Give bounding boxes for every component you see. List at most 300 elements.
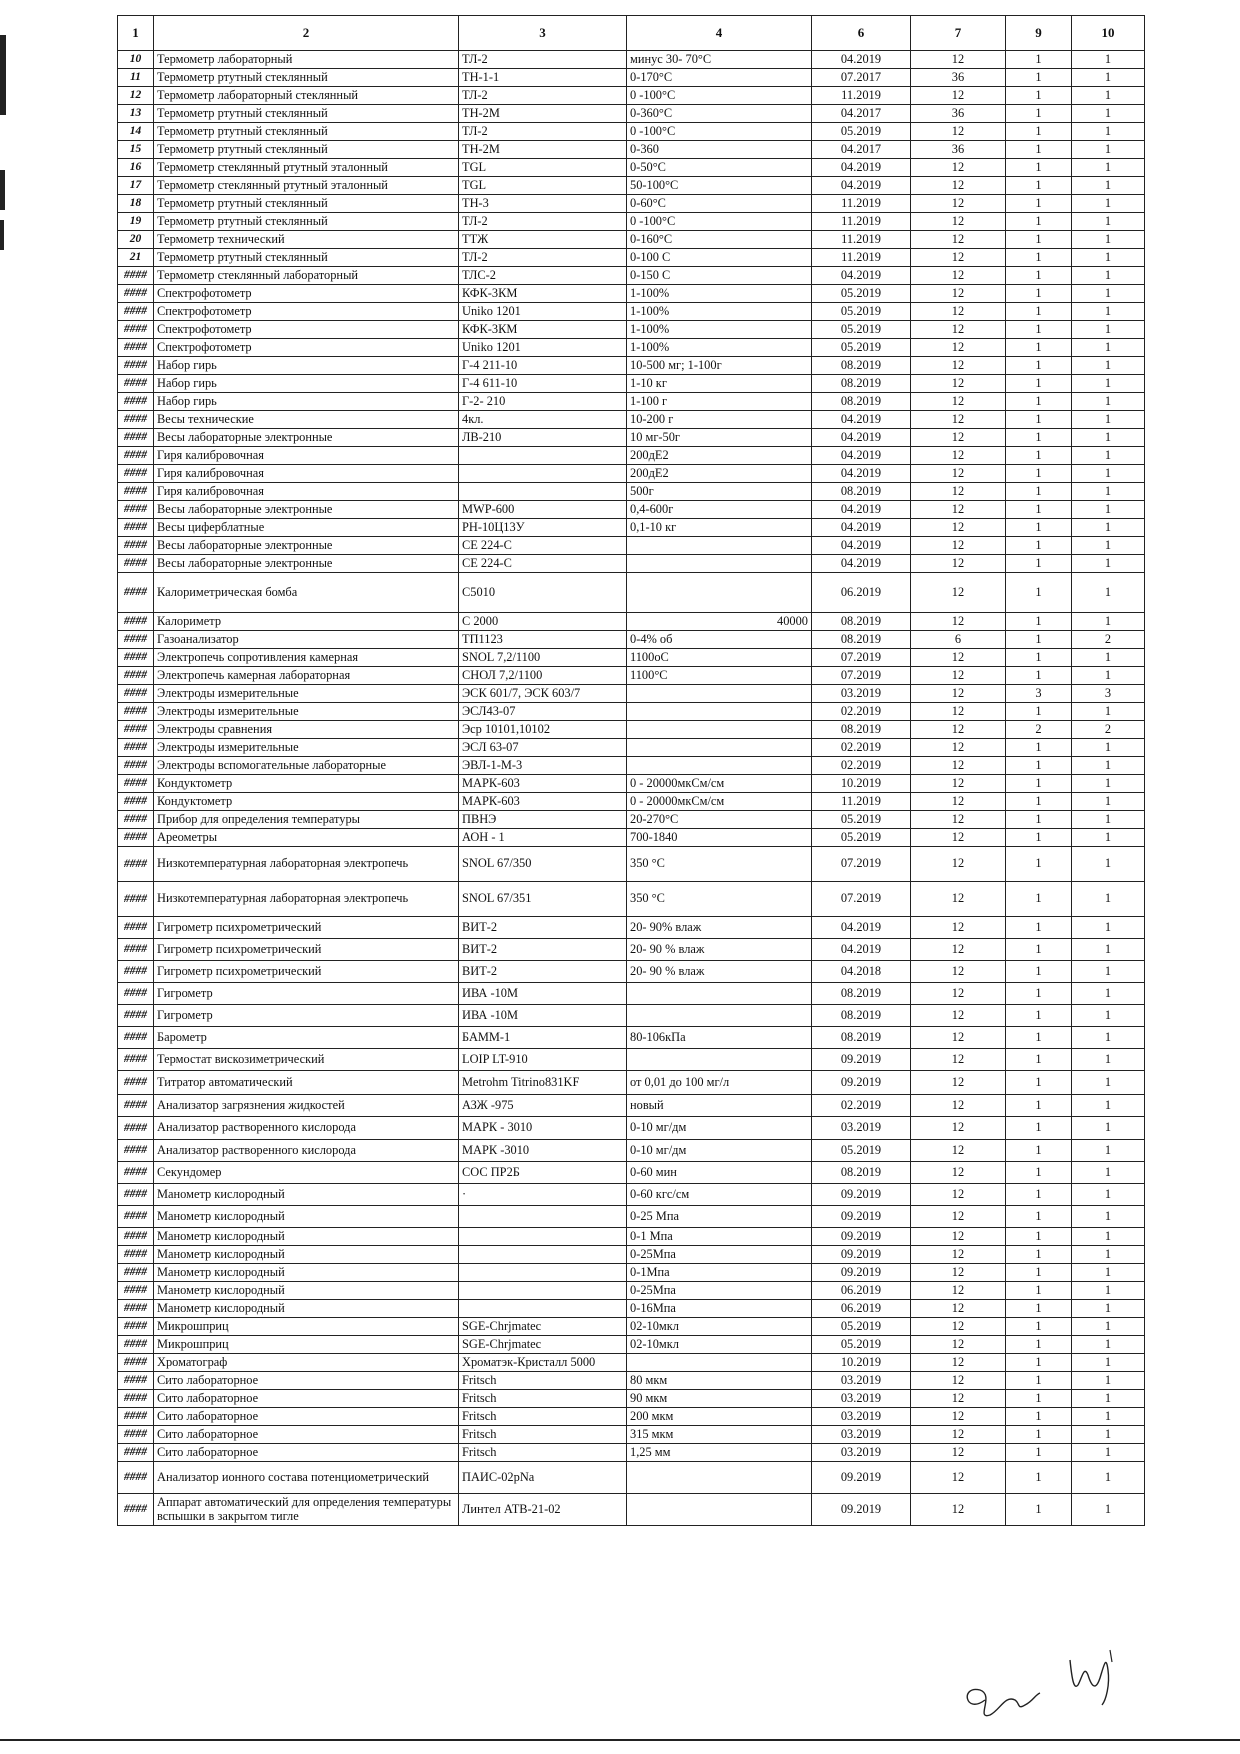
equipment-name: Манометр кислородный <box>154 1206 459 1228</box>
equipment-type: ИВА -10М <box>459 983 627 1005</box>
equipment-name: Термостат вискозиметрический <box>154 1049 459 1071</box>
equipment-type: Uniko 1201 <box>459 303 627 321</box>
interval-months: 12 <box>911 1228 1006 1246</box>
column-10-value: 1 <box>1072 882 1145 917</box>
column-10-value: 2 <box>1072 721 1145 739</box>
measurement-range: 1,25 мм <box>627 1444 812 1462</box>
column-10-value: 1 <box>1072 1206 1145 1228</box>
interval-months: 12 <box>911 1095 1006 1117</box>
table-row <box>118 321 1145 339</box>
verification-date: 03.2019 <box>812 685 911 703</box>
equipment-type: Хроматэк-Кристалл 5000 <box>459 1354 627 1372</box>
column-9-value: 1 <box>1006 303 1072 321</box>
equipment-name: Гигрометр <box>154 983 459 1005</box>
row-number: #### <box>118 1390 154 1408</box>
table-row <box>118 1049 1145 1071</box>
table-row <box>118 917 1145 939</box>
column-10-value: 1 <box>1072 1049 1145 1071</box>
interval-months: 12 <box>911 829 1006 847</box>
equipment-name: Низкотемпературная лабораторная электропечь <box>154 882 459 917</box>
interval-months: 12 <box>911 573 1006 613</box>
measurement-range <box>627 1462 812 1494</box>
table-row <box>118 285 1145 303</box>
verification-date: 04.2019 <box>812 917 911 939</box>
column-9-value: 1 <box>1006 555 1072 573</box>
column-9-value: 1 <box>1006 1246 1072 1264</box>
verification-date: 05.2019 <box>812 321 911 339</box>
column-9-value: 1 <box>1006 1184 1072 1206</box>
measurement-range: 50-100°С <box>627 177 812 195</box>
equipment-name: Манометр кислородный <box>154 1184 459 1206</box>
interval-months: 12 <box>911 917 1006 939</box>
row-number: #### <box>118 537 154 555</box>
verification-date: 02.2019 <box>812 1095 911 1117</box>
measurement-range: 0,1-10 кг <box>627 519 812 537</box>
measurement-range: 0 - 20000мкСм/см <box>627 793 812 811</box>
table-row <box>118 649 1145 667</box>
equipment-type: Г-2- 210 <box>459 393 627 411</box>
column-9-value: 1 <box>1006 739 1072 757</box>
measurement-range: 0-150 С <box>627 267 812 285</box>
equipment-name: Микрошприц <box>154 1336 459 1354</box>
column-10-value: 1 <box>1072 1005 1145 1027</box>
verification-date: 09.2019 <box>812 1184 911 1206</box>
table-row <box>118 1005 1145 1027</box>
row-number: #### <box>118 1354 154 1372</box>
column-10-value: 1 <box>1072 775 1145 793</box>
equipment-type: ЭСЛ 63-07 <box>459 739 627 757</box>
column-9-value: 1 <box>1006 1228 1072 1246</box>
verification-date: 04.2019 <box>812 177 911 195</box>
equipment-type: ВИТ-2 <box>459 961 627 983</box>
equipment-type <box>459 1246 627 1264</box>
column-10-value: 1 <box>1072 231 1145 249</box>
interval-months: 12 <box>911 411 1006 429</box>
column-10-value: 1 <box>1072 983 1145 1005</box>
row-number: #### <box>118 1408 154 1426</box>
interval-months: 12 <box>911 1372 1006 1390</box>
interval-months: 6 <box>911 631 1006 649</box>
column-9-value: 1 <box>1006 1162 1072 1184</box>
equipment-name: Манометр кислородный <box>154 1300 459 1318</box>
row-number: 17 <box>118 177 154 195</box>
equipment-type: КФК-3КМ <box>459 285 627 303</box>
row-number: #### <box>118 1246 154 1264</box>
verification-date: 05.2019 <box>812 811 911 829</box>
measurement-range: 40000 <box>627 613 812 631</box>
equipment-name: Газоанализатор <box>154 631 459 649</box>
column-9-value: 1 <box>1006 1444 1072 1462</box>
table-row <box>118 1494 1145 1526</box>
equipment-type <box>459 1228 627 1246</box>
column-10-value: 1 <box>1072 429 1145 447</box>
column-9-value: 1 <box>1006 393 1072 411</box>
column-9-value: 1 <box>1006 939 1072 961</box>
column-10-value: 1 <box>1072 177 1145 195</box>
column-9-value: 1 <box>1006 793 1072 811</box>
measurement-range: 200дЕ2 <box>627 447 812 465</box>
measurement-range: 0-360 <box>627 141 812 159</box>
row-number: 15 <box>118 141 154 159</box>
verification-date: 05.2019 <box>812 1318 911 1336</box>
interval-months: 12 <box>911 739 1006 757</box>
equipment-type: ТЛ-2 <box>459 123 627 141</box>
equipment-name: Анализатор растворенного кислорода <box>154 1117 459 1140</box>
verification-date: 03.2019 <box>812 1426 911 1444</box>
column-10-value: 1 <box>1072 501 1145 519</box>
verification-date: 04.2019 <box>812 267 911 285</box>
equipment-type: SNOL 7,2/1100 <box>459 649 627 667</box>
column-9-value: 1 <box>1006 213 1072 231</box>
table-row <box>118 483 1145 501</box>
equipment-name: Электроды сравнения <box>154 721 459 739</box>
verification-date: 03.2019 <box>812 1408 911 1426</box>
row-number: #### <box>118 1318 154 1336</box>
equipment-type: ТТЖ <box>459 231 627 249</box>
interval-months: 12 <box>911 961 1006 983</box>
equipment-name: Термометр лабораторный стеклянный <box>154 87 459 105</box>
measurement-range: 20- 90 % влаж <box>627 961 812 983</box>
verification-date: 07.2019 <box>812 649 911 667</box>
row-number: #### <box>118 519 154 537</box>
measurement-range: 1-100% <box>627 321 812 339</box>
scan-edge-mark <box>0 220 4 250</box>
verification-date: 11.2019 <box>812 231 911 249</box>
measurement-range <box>627 721 812 739</box>
column-9-value: 1 <box>1006 649 1072 667</box>
equipment-type: ТЛ-2 <box>459 249 627 267</box>
column-10-value: 1 <box>1072 555 1145 573</box>
interval-months: 12 <box>911 87 1006 105</box>
verification-date: 02.2019 <box>812 757 911 775</box>
equipment-name: Сито лабораторное <box>154 1390 459 1408</box>
equipment-name: Сито лабораторное <box>154 1372 459 1390</box>
table-row <box>118 411 1145 429</box>
equipment-name: Набор гирь <box>154 375 459 393</box>
verification-date: 05.2019 <box>812 303 911 321</box>
equipment-name: Весы лабораторные электронные <box>154 555 459 573</box>
verification-date: 07.2019 <box>812 882 911 917</box>
measurement-range: 1-100% <box>627 303 812 321</box>
column-10-value: 1 <box>1072 1462 1145 1494</box>
measurement-range: 0 -100°С <box>627 123 812 141</box>
equipment-name: Калориметрическая бомба <box>154 573 459 613</box>
column-9-value: 1 <box>1006 375 1072 393</box>
equipment-name: Секундомер <box>154 1162 459 1184</box>
measurement-range: 90 мкм <box>627 1390 812 1408</box>
equipment-type: С 2000 <box>459 613 627 631</box>
equipment-name: Спектрофотометр <box>154 303 459 321</box>
equipment-name: Аппарат автоматический для определения температуры вспышки в закрытом тигле <box>154 1494 459 1526</box>
verification-date: 05.2019 <box>812 123 911 141</box>
equipment-type: МАРК-603 <box>459 775 627 793</box>
column-10-value: 1 <box>1072 303 1145 321</box>
interval-months: 12 <box>911 285 1006 303</box>
verification-date: 09.2019 <box>812 1494 911 1526</box>
equipment-name: Ареометры <box>154 829 459 847</box>
verification-date: 08.2019 <box>812 631 911 649</box>
column-header: 3 <box>459 16 627 51</box>
row-number: #### <box>118 631 154 649</box>
row-number: #### <box>118 339 154 357</box>
interval-months: 12 <box>911 1444 1006 1462</box>
column-10-value: 1 <box>1072 1140 1145 1162</box>
column-9-value: 1 <box>1006 465 1072 483</box>
interval-months: 12 <box>911 775 1006 793</box>
equipment-type: СНОЛ 7,2/1100 <box>459 667 627 685</box>
row-number: #### <box>118 357 154 375</box>
column-9-value: 1 <box>1006 105 1072 123</box>
table-row <box>118 685 1145 703</box>
equipment-type: MWP-600 <box>459 501 627 519</box>
table-row <box>118 267 1145 285</box>
measurement-range <box>627 1049 812 1071</box>
column-9-value: 1 <box>1006 123 1072 141</box>
measurement-range: 0-25 Мпа <box>627 1206 812 1228</box>
column-9-value: 1 <box>1006 267 1072 285</box>
column-9-value: 1 <box>1006 231 1072 249</box>
verification-date: 07.2019 <box>812 847 911 882</box>
equipment-name: Титратор автоматический <box>154 1071 459 1095</box>
measurement-range: 0 - 20000мкСм/см <box>627 775 812 793</box>
equipment-name: Анализатор загрязнения жидкостей <box>154 1095 459 1117</box>
equipment-table <box>117 15 1145 1526</box>
equipment-type: ВИТ-2 <box>459 917 627 939</box>
equipment-type: РН-10Ц13У <box>459 519 627 537</box>
measurement-range: 1-10 кг <box>627 375 812 393</box>
verification-date: 11.2019 <box>812 87 911 105</box>
column-9-value: 1 <box>1006 1049 1072 1071</box>
measurement-range: 80 мкм <box>627 1372 812 1390</box>
interval-months: 12 <box>911 231 1006 249</box>
measurement-range <box>627 703 812 721</box>
table-row <box>118 501 1145 519</box>
column-9-value: 1 <box>1006 195 1072 213</box>
row-number: #### <box>118 285 154 303</box>
table-row <box>118 1300 1145 1318</box>
measurement-range <box>627 555 812 573</box>
row-number: #### <box>118 793 154 811</box>
interval-months: 12 <box>911 649 1006 667</box>
measurement-range: 0 -100°С <box>627 87 812 105</box>
interval-months: 12 <box>911 1206 1006 1228</box>
verification-date: 09.2019 <box>812 1206 911 1228</box>
verification-date: 04.2019 <box>812 465 911 483</box>
table-row <box>118 882 1145 917</box>
column-10-value: 1 <box>1072 1390 1145 1408</box>
equipment-name: Гиря калибровочная <box>154 483 459 501</box>
equipment-type: ТЛ-2 <box>459 213 627 231</box>
equipment-name: Электроды вспомогательные лабораторные <box>154 757 459 775</box>
interval-months: 12 <box>911 685 1006 703</box>
equipment-type: СОС ПР2Б <box>459 1162 627 1184</box>
measurement-range: 315 мкм <box>627 1426 812 1444</box>
column-9-value: 1 <box>1006 882 1072 917</box>
verification-date: 06.2019 <box>812 1282 911 1300</box>
table-header-row <box>118 16 1145 51</box>
table-row <box>118 739 1145 757</box>
interval-months: 12 <box>911 321 1006 339</box>
interval-months: 12 <box>911 1117 1006 1140</box>
column-10-value: 1 <box>1072 793 1145 811</box>
column-9-value: 1 <box>1006 411 1072 429</box>
measurement-range: 02-10мкл <box>627 1318 812 1336</box>
column-10-value: 1 <box>1072 321 1145 339</box>
table-row <box>118 159 1145 177</box>
interval-months: 12 <box>911 213 1006 231</box>
column-10-value: 1 <box>1072 411 1145 429</box>
equipment-type: CE 224-C <box>459 555 627 573</box>
verification-date: 08.2019 <box>812 1005 911 1027</box>
equipment-type <box>459 465 627 483</box>
table-row <box>118 465 1145 483</box>
table-row <box>118 847 1145 882</box>
row-number: #### <box>118 983 154 1005</box>
column-9-value: 2 <box>1006 721 1072 739</box>
row-number: #### <box>118 501 154 519</box>
measurement-range: 0 -100°С <box>627 213 812 231</box>
table-row <box>118 1336 1145 1354</box>
table-row <box>118 811 1145 829</box>
equipment-type: МАРК -3010 <box>459 1140 627 1162</box>
table-row <box>118 555 1145 573</box>
equipment-type: ТП1123 <box>459 631 627 649</box>
measurement-range <box>627 1494 812 1526</box>
equipment-type: Г-4 211-10 <box>459 357 627 375</box>
row-number: #### <box>118 939 154 961</box>
verification-date: 05.2019 <box>812 829 911 847</box>
row-number: #### <box>118 1300 154 1318</box>
column-10-value: 1 <box>1072 917 1145 939</box>
equipment-type: Fritsch <box>459 1408 627 1426</box>
row-number: #### <box>118 829 154 847</box>
equipment-type: ТН-2М <box>459 141 627 159</box>
interval-months: 12 <box>911 1354 1006 1372</box>
equipment-name: Анализатор ионного состава потенциометрический <box>154 1462 459 1494</box>
verification-date: 03.2019 <box>812 1390 911 1408</box>
table-row <box>118 519 1145 537</box>
column-10-value: 1 <box>1072 357 1145 375</box>
column-10-value: 1 <box>1072 1444 1145 1462</box>
column-9-value: 1 <box>1006 87 1072 105</box>
row-number: #### <box>118 1336 154 1354</box>
column-9-value: 1 <box>1006 483 1072 501</box>
row-number: #### <box>118 1027 154 1049</box>
verification-date: 09.2019 <box>812 1049 911 1071</box>
interval-months: 12 <box>911 429 1006 447</box>
measurement-range: 500г <box>627 483 812 501</box>
equipment-type: ЭСЛ43-07 <box>459 703 627 721</box>
equipment-type: Uniko 1201 <box>459 339 627 357</box>
interval-months: 12 <box>911 1300 1006 1318</box>
column-10-value: 2 <box>1072 631 1145 649</box>
measurement-range <box>627 757 812 775</box>
column-10-value: 1 <box>1072 1318 1145 1336</box>
column-9-value: 1 <box>1006 1426 1072 1444</box>
equipment-name: Термометр стеклянный лабораторный <box>154 267 459 285</box>
measurement-range: 0-16Мпа <box>627 1300 812 1318</box>
equipment-type <box>459 1264 627 1282</box>
equipment-name: Прибор для определения температуры <box>154 811 459 829</box>
table-row <box>118 1264 1145 1282</box>
column-10-value: 1 <box>1072 1426 1145 1444</box>
measurement-range: 0-25Мпа <box>627 1282 812 1300</box>
interval-months: 12 <box>911 177 1006 195</box>
column-9-value: 1 <box>1006 1408 1072 1426</box>
equipment-name: Сито лабораторное <box>154 1426 459 1444</box>
equipment-type: Fritsch <box>459 1390 627 1408</box>
verification-date: 08.2019 <box>812 1162 911 1184</box>
interval-months: 12 <box>911 195 1006 213</box>
measurement-range: 0-160°С <box>627 231 812 249</box>
table-row <box>118 939 1145 961</box>
row-number: 19 <box>118 213 154 231</box>
equipment-name: Гиря калибровочная <box>154 447 459 465</box>
column-9-value: 1 <box>1006 917 1072 939</box>
table-row <box>118 613 1145 631</box>
column-9-value: 1 <box>1006 667 1072 685</box>
row-number: #### <box>118 775 154 793</box>
column-10-value: 1 <box>1072 87 1145 105</box>
measurement-range: 0-60 кгс/см <box>627 1184 812 1206</box>
interval-months: 12 <box>911 1246 1006 1264</box>
row-number: #### <box>118 447 154 465</box>
column-9-value: 1 <box>1006 1095 1072 1117</box>
interval-months: 12 <box>911 1184 1006 1206</box>
interval-months: 12 <box>911 703 1006 721</box>
table-row <box>118 573 1145 613</box>
table-row <box>118 757 1145 775</box>
verification-date: 07.2017 <box>812 69 911 87</box>
column-10-value: 1 <box>1072 195 1145 213</box>
interval-months: 12 <box>911 447 1006 465</box>
interval-months: 12 <box>911 983 1006 1005</box>
verification-date: 04.2019 <box>812 159 911 177</box>
scan-edge-mark <box>0 170 5 210</box>
table-row <box>118 339 1145 357</box>
table-row <box>118 1462 1145 1494</box>
column-10-value: 1 <box>1072 1246 1145 1264</box>
interval-months: 12 <box>911 667 1006 685</box>
column-9-value: 1 <box>1006 285 1072 303</box>
equipment-name: Термометр лабораторный <box>154 51 459 69</box>
column-9-value: 1 <box>1006 1300 1072 1318</box>
row-number: #### <box>118 917 154 939</box>
column-10-value: 1 <box>1072 375 1145 393</box>
row-number: #### <box>118 685 154 703</box>
column-9-value: 1 <box>1006 1354 1072 1372</box>
row-number: #### <box>118 1117 154 1140</box>
interval-months: 12 <box>911 1390 1006 1408</box>
equipment-type: SNOL 67/350 <box>459 847 627 882</box>
row-number: 18 <box>118 195 154 213</box>
row-number: #### <box>118 1005 154 1027</box>
equipment-name: Гигрометр психрометрический <box>154 939 459 961</box>
column-9-value: 1 <box>1006 1140 1072 1162</box>
equipment-name: Электроды измерительные <box>154 685 459 703</box>
equipment-name: Спектрофотометр <box>154 321 459 339</box>
measurement-range: 0-100 С <box>627 249 812 267</box>
row-number: #### <box>118 1095 154 1117</box>
row-number: #### <box>118 667 154 685</box>
equipment-name: Манометр кислородный <box>154 1228 459 1246</box>
measurement-range: 0,4-600г <box>627 501 812 519</box>
row-number: #### <box>118 1426 154 1444</box>
verification-date: 08.2019 <box>812 483 911 501</box>
verification-date: 03.2019 <box>812 1444 911 1462</box>
equipment-type: Metrohm Titrino831KF <box>459 1071 627 1095</box>
column-9-value: 1 <box>1006 613 1072 631</box>
